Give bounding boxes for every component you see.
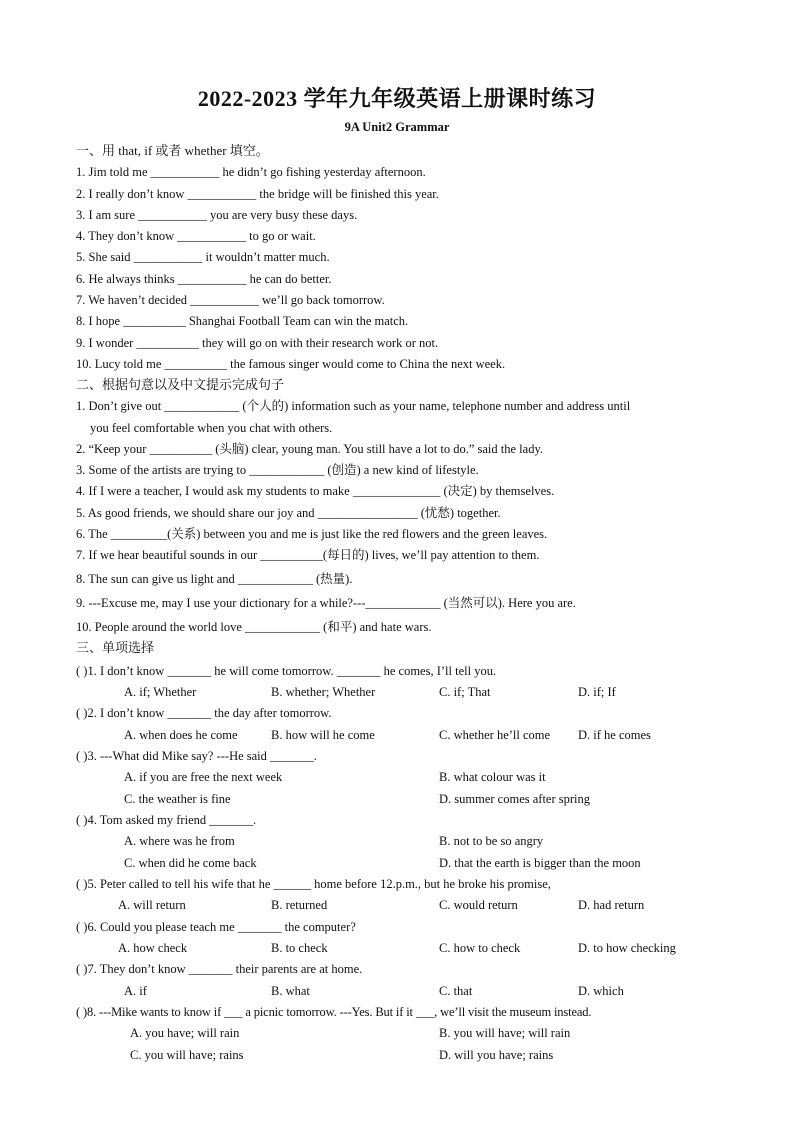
q2-option-b: B. how will he come [271, 728, 375, 742]
q2-option-a: A. when does he come [124, 728, 238, 742]
q4-option-b: B. not to be so angry [439, 834, 544, 848]
s1-item-5: 5. She said ___________ it wouldn’t matter much. [76, 250, 330, 264]
q6-option-d: D. to how checking [578, 941, 676, 955]
q4-option-a: A. where was he from [124, 834, 235, 848]
section1-heading: 一、用 that, if 或者 whether 填空。 [76, 143, 269, 158]
page-subtitle: 9A Unit2 Grammar [344, 120, 450, 134]
s2-item-6: 6. The _________(关系) between you and me is just like the red flowers and the green leaves. [76, 527, 548, 541]
s2-item-4: 4. If I were a teacher, I would ask my students to make ______________ (决定) by themselves. [76, 484, 555, 498]
s2-item-5: 5. As good friends, we should share our joy and ________________ (忧愁) together. [76, 506, 501, 520]
q5-option-a: A. will return [118, 898, 186, 912]
s2-item-10: 10. People around the world love ____________ (和平) and hate wars. [76, 620, 432, 634]
q7-stem: ( )7. They don’t know _______ their parents are at home. [76, 962, 363, 976]
q6-option-a: A. how check [118, 941, 188, 955]
s2-item-2: 2. “Keep your __________ (头脑) clear, young man. You still have a lot to do.” said the lady. [76, 442, 544, 456]
q4-option-c: C. when did he come back [124, 856, 257, 870]
s1-item-1: 1. Jim told me ___________ he didn’t go fishing yesterday afternoon. [76, 165, 426, 179]
q4-option-d: D. that the earth is bigger than the moon [439, 856, 641, 870]
page-title: 2022-2023 学年九年级英语上册课时练习 [197, 86, 597, 111]
q1-stem: ( )1. I don’t know _______ he will come tomorrow. _______ he comes, I’ll tell you. [76, 664, 497, 678]
q6-stem: ( )6. Could you please teach me _______ the computer? [76, 920, 356, 934]
q8-option-d: D. will you have; rains [439, 1048, 554, 1062]
s1-item-4: 4. They don’t know ___________ to go or wait. [76, 229, 316, 243]
q5-option-c: C. would return [439, 898, 518, 912]
q1-option-d: D. if; If [578, 685, 616, 699]
q2-stem: ( )2. I don’t know _______ the day after tomorrow. [76, 706, 332, 720]
q3-option-d: D. summer comes after spring [439, 792, 591, 806]
q7-option-c: C. that [439, 984, 473, 998]
s2-item-7: 7. If we hear beautiful sounds in our __________(每日的) lives, we’ll pay attention to them. [76, 548, 540, 562]
s1-item-7: 7. We haven’t decided ___________ we’ll go back tomorrow. [76, 293, 385, 307]
q6-option-c: C. how to check [439, 941, 521, 955]
q2-option-c: C. whether he’ll come [439, 728, 551, 742]
q1-option-a: A. if; Whether [124, 685, 197, 699]
q8-option-a: A. you have; will rain [130, 1026, 240, 1040]
q8-stem: ( )8. ---Mike wants to know if ___ a picnic tomorrow. ---Yes. But if it ___, we’ll visit the museum instead. [76, 1005, 592, 1019]
q1-option-c: C. if; That [439, 685, 491, 699]
s1-item-6: 6. He always thinks ___________ he can do better. [76, 272, 332, 286]
q4-stem: ( )4. Tom asked my friend _______. [76, 813, 257, 827]
s1-item-8: 8. I hope __________ Shanghai Football Team can win the match. [76, 314, 409, 328]
q7-option-b: B. what [271, 984, 310, 998]
s2-item-8: 8. The sun can give us light and ____________ (热量). [76, 572, 353, 586]
s1-item-9: 9. I wonder __________ they will go on with their research work or not. [76, 336, 439, 350]
s2-item-3: 3. Some of the artists are trying to ____________ (创造) a new kind of lifestyle. [76, 463, 479, 477]
q5-option-b: B. returned [271, 898, 328, 912]
q5-stem: ( )5. Peter called to tell his wife that he ______ home before 12.p.m., but he broke his promise, [76, 877, 551, 891]
s2-item-1-cont: you feel comfortable when you chat with others. [90, 421, 333, 435]
section3-heading: 三、单项选择 [76, 640, 155, 655]
s2-item-9: 9. ---Excuse me, may I use your dictionary for a while?---____________ (当然可以). Here you are. [76, 596, 576, 610]
q6-option-b: B. to check [271, 941, 328, 955]
q3-stem: ( )3. ---What did Mike say? ---He said _______. [76, 749, 317, 763]
q5-option-d: D. had return [578, 898, 645, 912]
q7-option-a: A. if [124, 984, 147, 998]
s1-item-10: 10. Lucy told me __________ the famous singer would come to China the next week. [76, 357, 506, 371]
s1-item-3: 3. I am sure ___________ you are very busy these days. [76, 208, 358, 222]
section2-heading: 二、根据句意以及中文提示完成句子 [76, 377, 285, 392]
s2-item-1: 1. Don’t give out ____________ (个人的) information such as your name, telephone number and address until [76, 399, 631, 413]
s1-item-2: 2. I really don’t know ___________ the bridge will be finished this year. [76, 187, 439, 201]
q8-option-c: C. you will have; rains [130, 1048, 244, 1062]
q3-option-a: A. if you are free the next week [124, 770, 283, 784]
q7-option-d: D. which [578, 984, 624, 998]
q2-option-d: D. if he comes [578, 728, 651, 742]
q3-option-c: C. the weather is fine [124, 792, 231, 806]
q8-option-b: B. you will have; will rain [439, 1026, 571, 1040]
q1-option-b: B. whether; Whether [271, 685, 376, 699]
q3-option-b: B. what colour was it [439, 770, 546, 784]
